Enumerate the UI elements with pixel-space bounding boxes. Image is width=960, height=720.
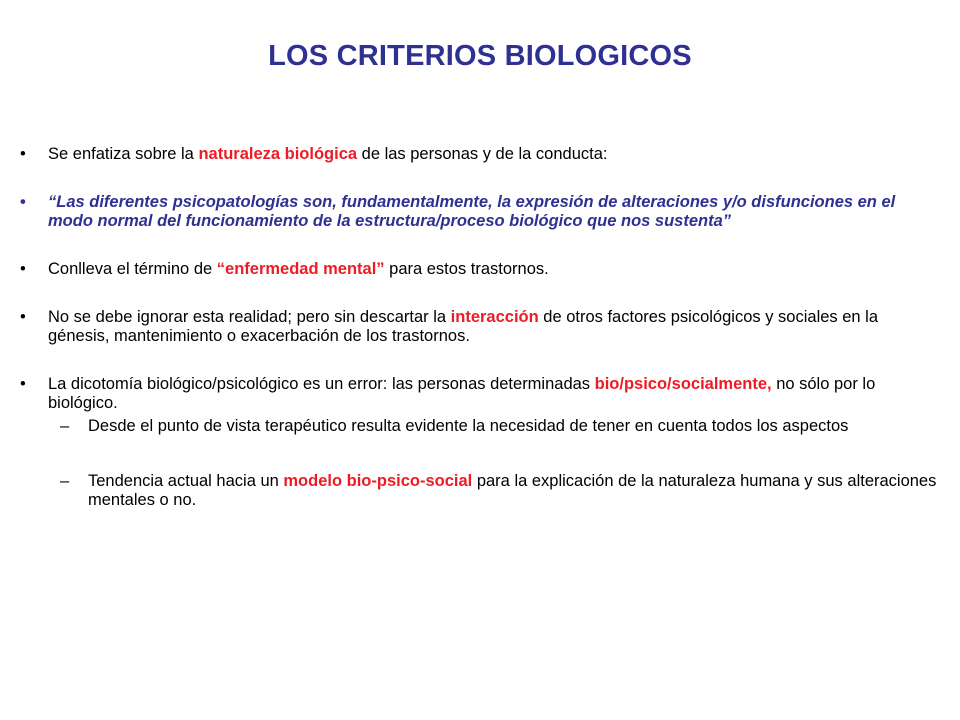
highlight-text: “enfermedad mental” [216,260,385,278]
sub-bullet-terapeutico [0,417,960,436]
bullet-text: La dicotomía biológico/psicológico es un error: las personas determinadas [48,375,595,393]
bullet-text: Conlleva el término de [48,260,217,278]
highlight-text: modelo bio-psico-social [283,472,473,490]
bullet-glyph: • [20,145,26,163]
slide-title: LOS CRITERIOS BIOLOGICOS [268,40,692,72]
sub-bullet-modelo [0,472,960,510]
dash-glyph: – [60,472,70,490]
bullet-text: No se debe ignorar esta realidad; pero sin descartar la [48,308,451,326]
bullet-text: no sólo por lo biológico. [48,375,876,412]
bullet-text: de otros factores psicológicos y sociales en la génesis, mantenimiento o exacerbación de los trastornos. [48,308,879,345]
bullet-naturaleza [0,145,960,164]
bullet-text: de las personas y de la conducta: [357,145,608,163]
bullet-text: Se enfatiza sobre la [48,145,199,163]
slide-body [0,145,960,539]
dash-glyph: – [60,417,70,435]
highlight-text: interacción [450,308,539,326]
bullet-dicotomia [0,375,960,413]
bullet-glyph: • [20,308,26,326]
sub-bullet-text: Tendencia actual hacia un [88,472,284,490]
bullet-text: para estos trastornos. [384,260,549,278]
bullet-quote [0,193,960,231]
sub-bullet-text: para la explicación de la naturaleza humana y sus alteraciones mentales o no. [88,472,937,509]
highlight-text: naturaleza biológica [198,145,358,163]
bullet-interaccion [0,308,960,346]
bullet-enfermedad-mental [0,260,960,279]
sub-bullet-text: Desde el punto de vista terapéutico resulta evidente la necesidad de tener en cuenta todos los aspectos [88,417,849,435]
bullet-glyph: • [20,260,26,278]
sub-bullet-list [0,417,960,510]
highlight-text: bio/psico/socialmente, [594,375,772,393]
bullet-glyph: • [20,375,26,393]
bullet-glyph: • [20,193,26,211]
quote-text: “Las diferentes psicopatologías son, fundamentalmente, la expresión de alteraciones y/o disfunciones en el modo normal del funcionamiento de la estructura/proceso biológico que nos sustenta” [48,193,896,230]
